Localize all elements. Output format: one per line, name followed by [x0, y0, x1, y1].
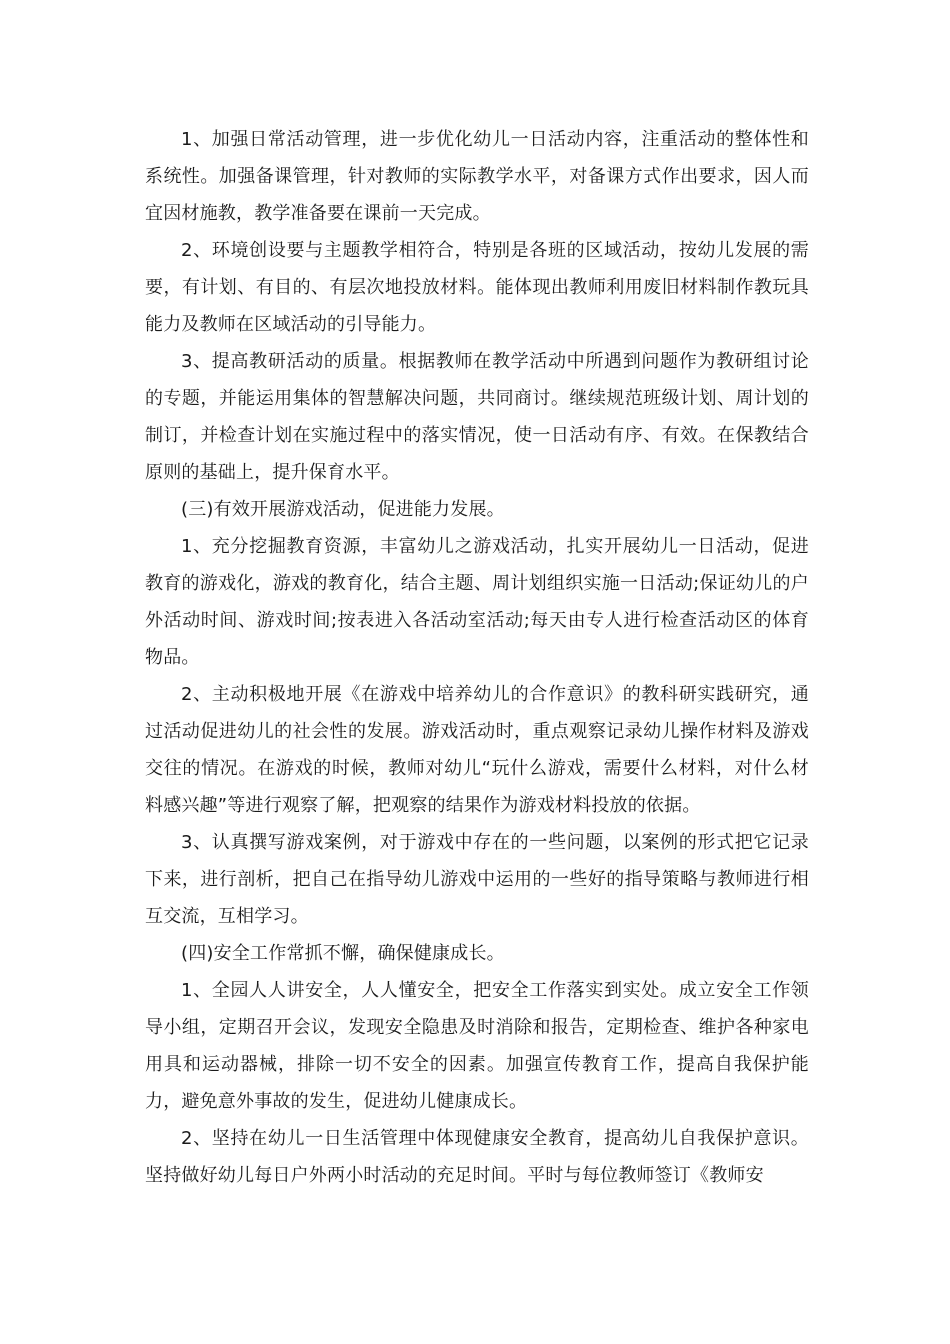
paragraph-2: 2、环境创设要与主题教学相符合，特别是各班的区域活动，按幼儿发展的需要，有计划、有目的、有层次地投放材料。能体现出教师利用废旧材料制作教玩具能力及教师在区域活动的引导能力。 — [145, 240, 809, 335]
paragraph-5: 2、主动积极地开展《在游戏中培养幼儿的合作意识》的教科研实践研究，通过活动促进幼儿的社会性的发展。游戏活动时，重点观察记录幼儿操作材料及游戏交往的情况。在游戏的时候，教师对幼儿“玩什么游戏，需要什么材料，对什么材料感兴趣”等进行观察了解，把观察的结果作为游戏材料投放的依据。 — [145, 684, 809, 816]
section-heading-4: (四)安全工作常抓不懈，确保健康成长。 — [181, 943, 505, 964]
paragraph-4: 1、充分挖掘教育资源，丰富幼儿之游戏活动，扎实开展幼儿一日活动，促进教育的游戏化，游戏的教育化，结合主题、周计划组织实施一日活动;保证幼儿的户外活动时间、游戏时间;按表进入各活动室活动;每天由专人进行检查活动区的体育物品。 — [145, 536, 809, 668]
document-body — [145, 121, 809, 1194]
paragraph-7: 1、全园人人讲安全，人人懂安全，把安全工作落实到实处。成立安全工作领导小组，定期召开会议，发现安全隐患及时消除和报告，定期检查、维护各种家电用具和运动器械，排除一切不安全的因素。加强宣传教育工作，提高自我保护能力，避免意外事故的发生，促进幼儿健康成长。 — [145, 980, 809, 1112]
paragraph-1: 1、加强日常活动管理，进一步优化幼儿一日活动内容，注重活动的整体性和系统性。加强备课管理，针对教师的实际教学水平，对备课方式作出要求，因人而宜因材施教，教学准备要在课前一天完成。 — [145, 129, 809, 224]
paragraph-8: 2、坚持在幼儿一日生活管理中体现健康安全教育，提高幼儿自我保护意识。坚持做好幼儿每日户外两小时活动的充足时间。平时与每位教师签订《教师安 — [145, 1128, 809, 1186]
paragraph-6: 3、认真撰写游戏案例，对于游戏中存在的一些问题，以案例的形式把它记录下来，进行剖析，把自己在指导幼儿游戏中运用的一些好的指导策略与教师进行相互交流，互相学习。 — [145, 832, 809, 927]
paragraph-3: 3、提高教研活动的质量。根据教师在教学活动中所遇到问题作为教研组讨论的专题，并能运用集体的智慧解决问题，共同商讨。继续规范班级计划、周计划的制订，并检查计划在实施过程中的落实情况，使一日活动有序、有效。在保教结合原则的基础上，提升保育水平。 — [145, 351, 809, 483]
section-heading-3: (三)有效开展游戏活动，促进能力发展。 — [181, 499, 505, 520]
